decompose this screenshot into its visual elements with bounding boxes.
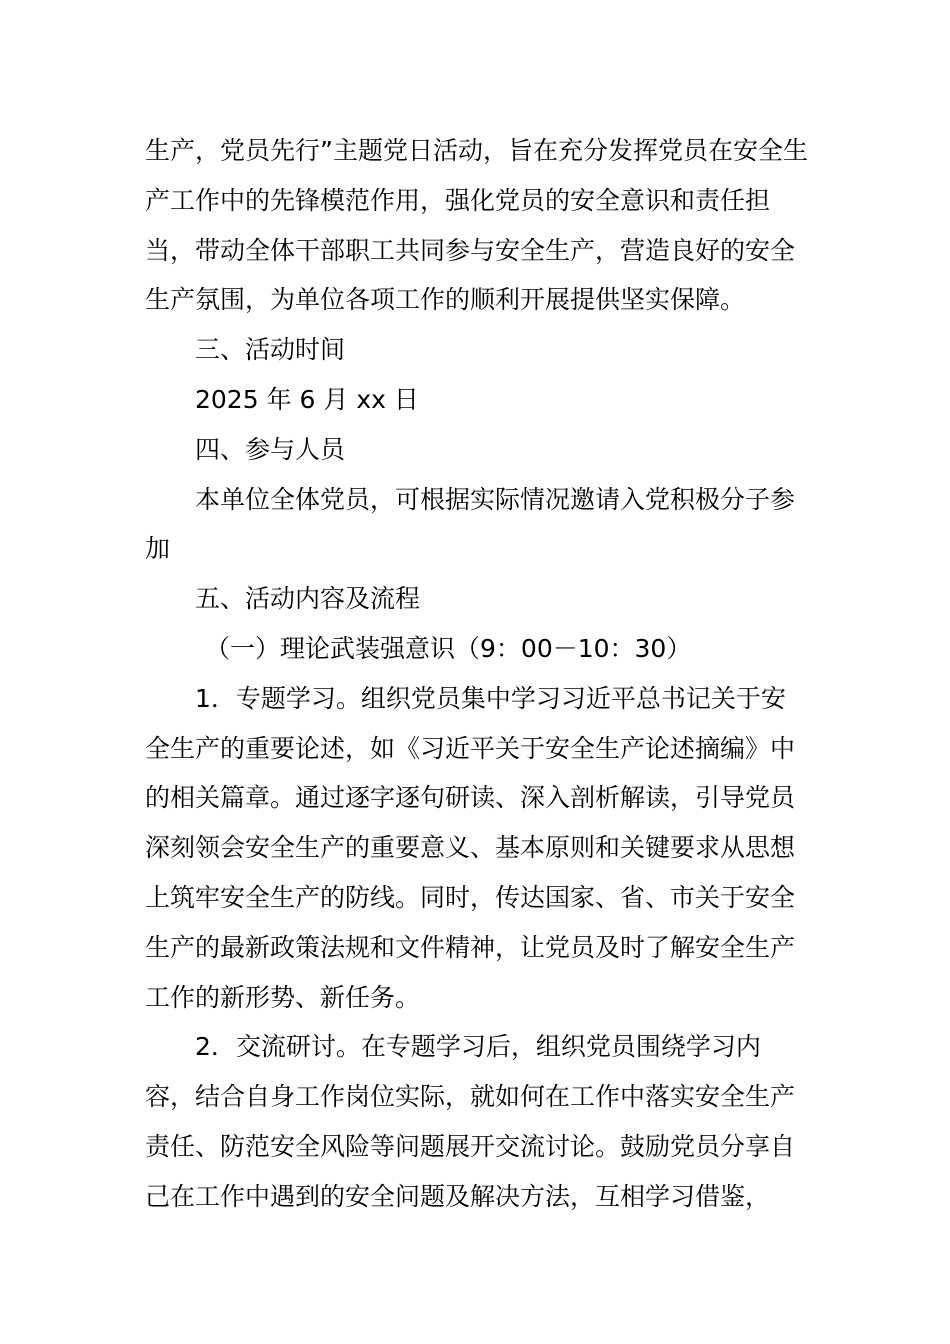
activity-date: 2025 年 6 月 xx 日 (195, 384, 419, 414)
heading-activity-content: 五、活动内容及流程 (195, 584, 421, 614)
paragraph-topic-study: 1．专题学习。组织党员集中学习习近平总书记关于安全生产的重要论述，如《习近平关于安全生产论述摘编》中的相关篇章。通过逐字逐句研读、深入剖析解读，引导党员深刻领会安全生产的重要意义、基本原则和关键要求从思想上筑牢安全生产的防线。同时，传达国家、省、市关于安全生产的最新政策法规和文件精神，让党员及时了解安全生产工作的新形势、新任务。 (145, 683, 796, 1012)
subheading-theory-study: （一）理论武装强意识（9：00－10：30） (205, 633, 692, 663)
heading-activity-time: 三、活动时间 (195, 335, 346, 365)
heading-participants: 四、参与人员 (195, 434, 346, 464)
paragraph-purpose: 生产，党员先行”主题党日活动，旨在充分发挥党员在安全生产工作中的先锋模范作用，强化党员的安全意识和责任担当，带动全体干部职工共同参与安全生产，营造良好的安全生产氛围，为单位各项工作的顺利开展提供坚实保障。 (145, 136, 808, 315)
paragraph-discussion: 2．交流研讨。在专题学习后，组织党员围绕学习内容，结合自身工作岗位实际，就如何在工作中落实安全生产责任、防范安全风险等问题展开交流讨论。鼓励党员分享自己在工作中遇到的安全问题及解决方法，互相学习借鉴， (145, 1032, 796, 1211)
document-body (145, 126, 810, 1222)
paragraph-participants: 本单位全体党员，可根据实际情况邀请入党积极分子参加 (145, 484, 796, 564)
